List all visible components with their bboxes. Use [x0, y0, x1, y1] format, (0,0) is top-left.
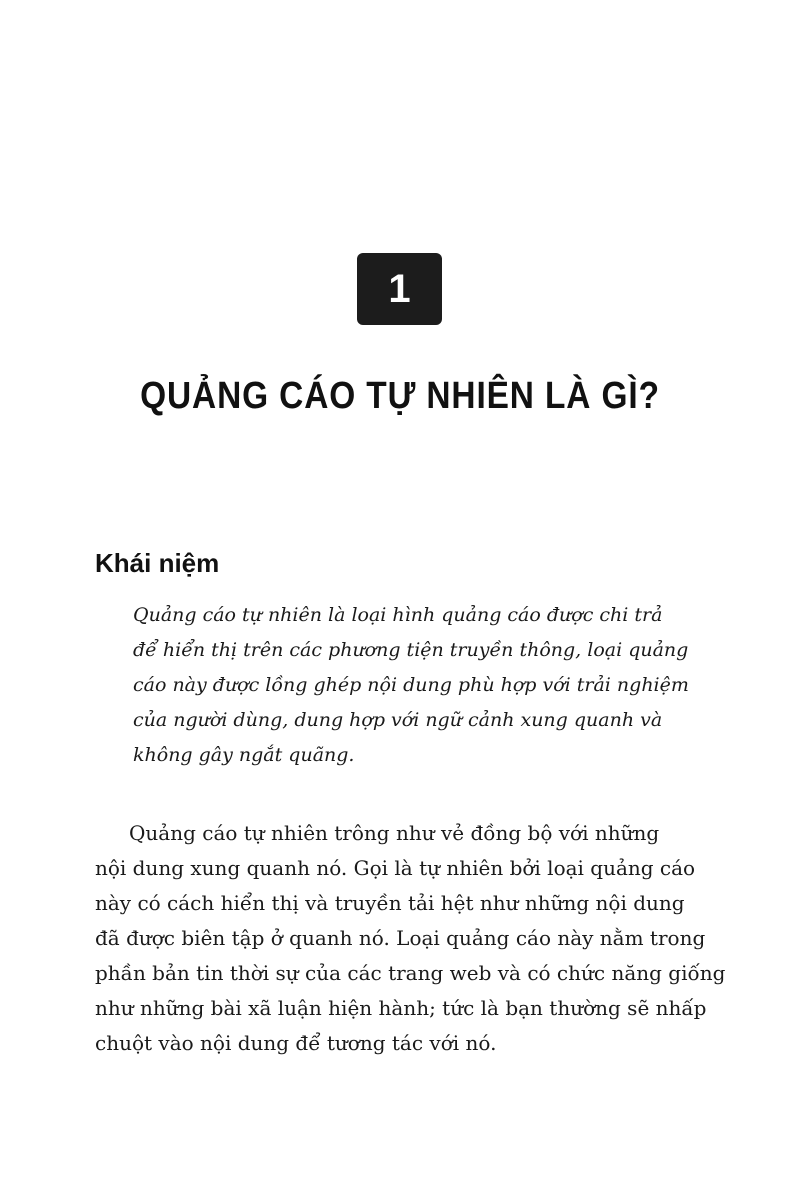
body-line: nội dung xung quanh nó. Gọi là tự nhiên bởi loại quảng cáo	[95, 856, 696, 880]
body-paragraph	[95, 816, 726, 1061]
body-line: Quảng cáo tự nhiên trông như vẻ đồng bộ với những	[129, 821, 660, 845]
body-line: như những bài xã luận hiện hành; tức là bạn thường sẽ nhấp	[95, 996, 707, 1020]
body-line: đã được biên tập ở quanh nó. Loại quảng cáo này nằm trong	[95, 926, 706, 950]
chapter-number: 1	[388, 266, 411, 311]
chapter-number-badge	[357, 253, 442, 325]
definition-line: Quảng cáo tự nhiên là loại hình quảng cáo được chi trả	[133, 604, 663, 626]
chapter-title: QUẢNG CÁO TỰ NHIÊN LÀ GÌ?	[140, 375, 660, 417]
definition-paragraph	[133, 598, 693, 773]
body-line: phần bản tin thời sự của các trang web và có chức năng giống	[95, 961, 726, 985]
body-line: này có cách hiển thị và truyền tải hệt như những nội dung	[95, 891, 685, 915]
definition-line: để hiển thị trên các phương tiện truyền thông, loại quảng	[133, 639, 689, 661]
body-line: chuột vào nội dung để tương tác với nó.	[95, 1031, 497, 1055]
definition-line: của người dùng, dung hợp với ngữ cảnh xung quanh và	[133, 709, 663, 731]
definition-line: cáo này được lồng ghép nội dung phù hợp với trải nghiệm	[133, 674, 689, 696]
section-heading: Khái niệm	[95, 548, 220, 578]
definition-line: không gây ngắt quãng.	[133, 744, 355, 766]
